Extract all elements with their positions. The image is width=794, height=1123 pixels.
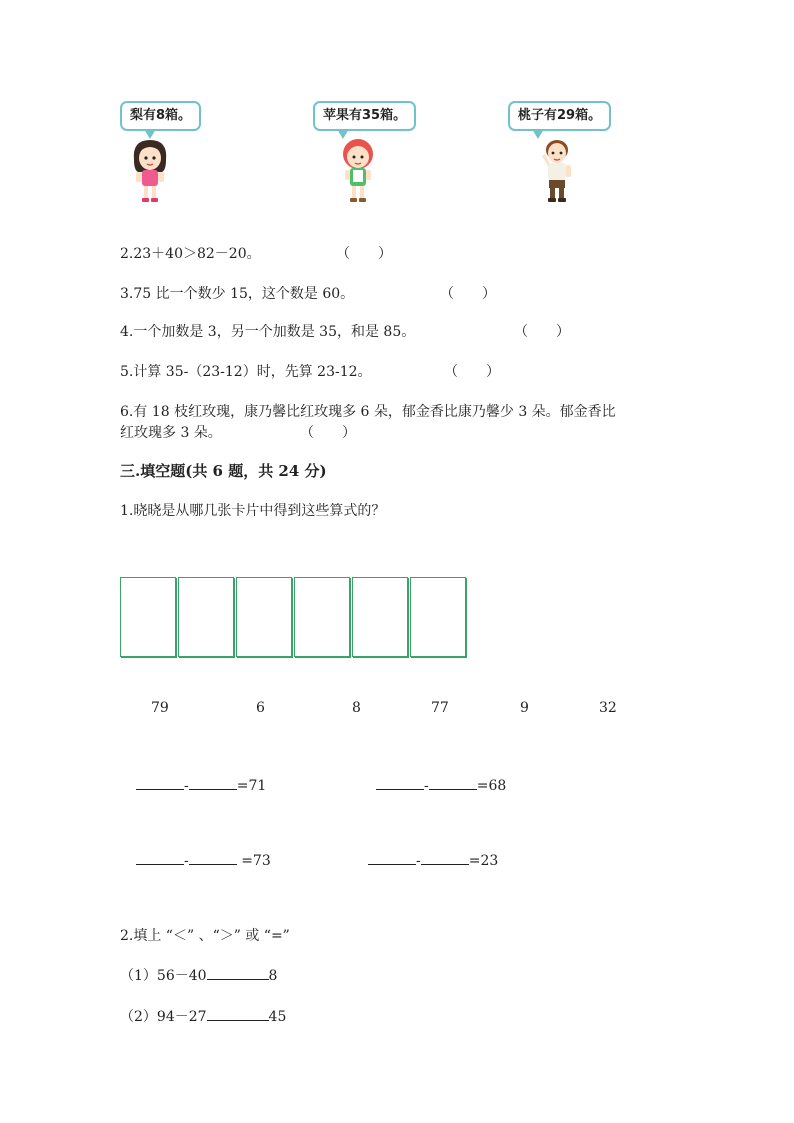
question-5 [120,362,372,382]
question-5-text: 5.计算 35-（23-12）时，先算 23-12。 [120,364,372,380]
card-number-6: 32 [599,700,617,716]
question-3 [120,284,354,304]
speech-bubble-peach [508,101,611,131]
answer-paren-2[interactable]: （ ） [336,246,392,262]
compare-1-blank[interactable] [207,965,269,980]
answer-paren-4[interactable]: （ ） [514,324,570,340]
speech-bubble-pear [120,101,201,131]
number-card-2 [178,577,234,657]
answer-paren-3[interactable]: （ ） [440,286,496,302]
red-hair-girl-illustration [338,136,378,204]
speech-text-peach: 桃子有29箱。 [518,108,602,123]
answer-paren-5[interactable]: （ ） [444,364,500,380]
minus-sign: - [184,853,189,869]
number-card-5 [352,577,408,657]
card-number-5: 9 [520,700,529,716]
compare-2-blank[interactable] [207,1006,269,1021]
card-number-1: 79 [151,700,169,716]
question-4 [120,322,415,342]
minus-sign: - [184,778,189,794]
compare-1 [120,965,277,986]
speech-text-apple: 苹果有35箱。 [323,108,407,123]
question-6-line1: 6.有 18 枝红玫瑰，康乃馨比红玫瑰多 6 朵，郁金香比康乃馨少 3 朵。郁金香比 [120,404,616,420]
card-number-4: 77 [431,700,449,716]
number-card-1 [120,577,176,657]
question-2 [120,244,261,264]
question-4-text: 4.一个加数是 3，另一个加数是 35，和是 85。 [120,324,416,340]
girl-illustration [128,136,172,204]
compare-2-value: 45 [268,1009,287,1025]
question-3-text: 3.75 比一个数少 15，这个数是 60。 [120,286,355,302]
question-2-text: 2.23＋40＞82－20。 [120,246,261,262]
speech-bubble-apple [313,101,416,131]
equation-3-blank-b[interactable] [189,850,237,865]
card-number-2: 6 [256,700,265,716]
equation-2-blank-b[interactable] [429,775,477,790]
equation-3-result: =73 [241,853,271,869]
compare-2-expression: （2）94－27 [120,1009,207,1025]
speech-text-pear: 梨有8箱。 [130,108,192,123]
compare-1-expression: （1）56－40 [120,968,207,984]
equation-4 [368,850,498,871]
compare-1-value: 8 [268,968,278,984]
section-3-title: 三.填空题(共 6 题，共 24 分) [120,462,327,480]
minus-sign: - [424,778,429,794]
equation-1-result: =71 [236,778,267,794]
section-3-q2: 2.填上 “＜” 、“＞” 或 “=” [120,928,290,944]
equation-2 [376,775,506,796]
number-card-3 [236,577,292,657]
number-card-6 [410,577,466,657]
equation-3 [136,850,271,871]
answer-paren-6[interactable]: （ ） [300,425,356,441]
equation-4-blank-b[interactable] [421,850,469,865]
equation-1 [136,775,266,796]
card-number-3: 8 [352,700,361,716]
question-6-line2: 红玫瑰多 3 朵。 [120,425,222,441]
equation-4-blank-a[interactable] [368,850,416,865]
equation-1-blank-b[interactable] [189,775,237,790]
number-card-4 [294,577,350,657]
boy-illustration [537,136,577,204]
equation-3-blank-a[interactable] [136,850,184,865]
minus-sign: - [416,853,421,869]
section-3-q1: 1.晓晓是从哪几张卡片中得到这些算式的？ [120,503,386,519]
equation-1-blank-a[interactable] [136,775,184,790]
equation-2-blank-a[interactable] [376,775,424,790]
compare-2 [120,1006,286,1027]
equation-2-result: =68 [476,778,507,794]
equation-4-result: =23 [468,853,499,869]
